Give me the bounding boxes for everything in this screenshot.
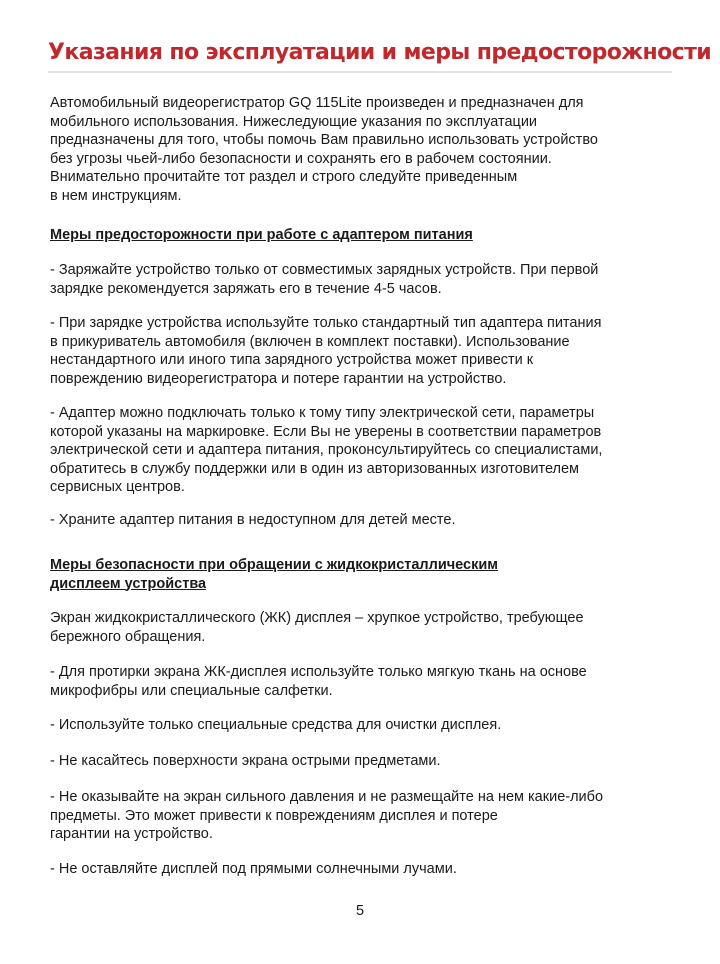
lcd-care-item: - Не оказывайте на экран сильного давления и не размещайте на нем какие-либо предметы. Это может привести к повреждениям дисплея и потере гарантии на устройство. <box>50 789 604 842</box>
page-title: Указания по эксплуатации и меры предосторожности <box>48 40 712 65</box>
section-heading-lcd-display: Меры безопасности при обращении с жидкокристаллическим дисплеем устройства <box>50 557 499 592</box>
lcd-care-item: - Для протирки экрана ЖК-дисплея используйте только мягкую ткань на основе микрофибры или специальные салфетки. <box>50 664 587 699</box>
power-adapter-item: - Храните адаптер питания в недоступном для детей месте. <box>50 512 456 528</box>
power-adapter-item: - Адаптер можно подключать только к тому типу электрической сети, параметры которой указаны на маркировке. Если Вы не уверены в соответствии параметров электрической сети и адаптера питания, проконсультируйтесь со специалистами, обратитесь в службу поддержки или в один из авторизованных изготовителем сервисных центров. <box>50 405 603 495</box>
lcd-care-item: - Используйте только специальные средства для очистки дисплея. <box>50 717 502 733</box>
section-heading-power-adapter: Меры предосторожности при работе с адаптером питания <box>50 227 473 243</box>
title-divider <box>48 71 672 73</box>
lcd-intro-paragraph: Экран жидкокристаллического (ЖК) дисплея – хрупкое устройство, требующее бережного обращения. <box>50 610 584 645</box>
lcd-care-item: - Не касайтесь поверхности экрана острыми предметами. <box>50 753 441 769</box>
page-number: 5 <box>355 903 365 919</box>
power-adapter-item: - Заряжайте устройство только от совместимых зарядных устройств. При первой зарядке рекомендуется заряжать его в течение 4-5 часов. <box>50 262 599 297</box>
power-adapter-item: - При зарядке устройства используйте только стандартный тип адаптера питания в прикуриватель автомобиля (включен в комплект поставки). Использование нестандартного или иного типа зарядного устройства может привести к повреждению видеорегистратора и потере гарантии на устройство. <box>50 315 602 387</box>
lcd-care-item: - Не оставляйте дисплей под прямыми солнечными лучами. <box>50 861 457 877</box>
intro-paragraph: Автомобильный видеорегистратор GQ 115Lite произведен и предназначен для мобильного использования. Нижеследующие указания по эксплуатации предназначены для того, чтобы помочь Вам правильно использовать устройство без угрозы чьей-либо безопасности и сохранять его в рабочем состоянии. Внимательно прочитайте тот раздел и строго следуйте приведенным в нем инструкциям. <box>50 95 598 204</box>
